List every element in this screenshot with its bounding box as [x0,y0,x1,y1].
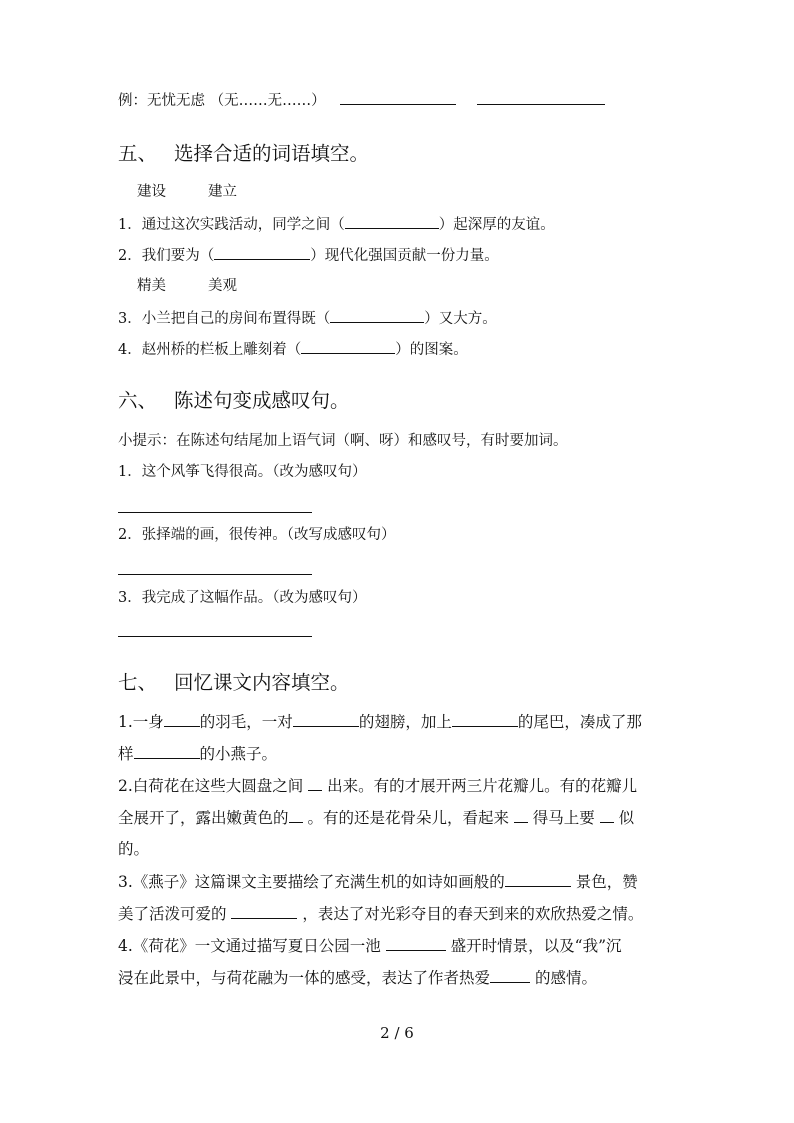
page-number: 2 / 6 [380,1024,414,1042]
question-text: 的感情。 [530,969,597,987]
answer-blank[interactable] [340,89,456,105]
question-text: 4．赵州桥的栏板上雕刻着（ [118,342,302,358]
fill-question-3 [118,871,638,892]
fill-question-2 [118,807,634,828]
question-item: 3．我完成了这幅作品。（改为感叹句） [118,590,367,606]
question-text: ）起深厚的友谊。 [438,217,555,233]
question-item [118,338,468,360]
hint-text: 小提示：在陈述句结尾加上语气词（啊、呀）和感叹号，有时要加词。 [118,433,568,449]
answer-blank[interactable] [505,871,571,887]
question-text: 似 [613,809,635,827]
answer-blank[interactable] [452,711,518,727]
question-text: 美了活泼可爱的 [118,905,232,923]
answer-blank[interactable] [477,89,605,105]
answer-blank[interactable] [134,743,200,759]
question-text: 得马上要 [527,809,600,827]
question-item [118,244,499,266]
question-text: 的小燕子。 [199,745,278,763]
answer-blank[interactable] [490,967,530,983]
section-title: 选择合适的词语填空。 [174,142,370,165]
section-number: 五、 [118,142,158,165]
answer-blank[interactable] [293,711,359,727]
question-text: 全展开了，露出嫩黄色的 [118,809,289,827]
question-text: ，表达了对光彩夺目的春天到来的欢欣热爱之情。 [297,905,644,923]
question-text: 4.《荷花》一文通过描写夏日公园一池 [118,937,386,955]
example-line [118,89,605,111]
question-text: 1．通过这次实践活动，同学之间（ [118,217,345,233]
fill-question-1 [118,743,277,764]
answer-blank[interactable] [289,807,303,823]
section-five-heading [118,141,369,167]
section-title: 回忆课文内容填空。 [174,671,350,694]
answer-blank[interactable] [345,213,439,229]
section-number: 六、 [118,389,158,412]
answer-blank[interactable] [231,903,297,919]
answer-blank[interactable] [600,807,614,823]
section-number: 七、 [118,671,158,694]
fill-question-3 [118,903,643,924]
answer-line[interactable] [118,512,312,513]
question-item: 1．这个风筝飞得很高。（改为感叹句） [118,464,367,480]
question-text: 浸在此景中，与荷花融为一体的感受，表达了作者热爱 [118,969,491,987]
question-text: 。有的还是花骨朵儿，看起来 [302,809,514,827]
question-text: ）的图案。 [395,342,468,358]
fill-question-4 [118,967,597,988]
question-text: 盛开时情景，以及“我”沉 [445,937,622,955]
answer-blank[interactable] [514,807,528,823]
question-item [118,213,555,235]
word-option: 建设 [137,184,166,200]
answer-blank[interactable] [330,307,424,323]
question-text: 的尾巴，凑成了那 [517,713,642,731]
question-text: 景色，赞 [570,873,638,891]
question-item [118,307,497,329]
word-option: 精美 [137,278,166,294]
question-text: 的。 [118,840,150,858]
answer-blank[interactable] [301,338,395,354]
word-option: 美观 [208,278,237,294]
word-option: 建立 [208,184,237,200]
answer-blank[interactable] [386,935,446,951]
section-seven-heading [118,670,350,696]
answer-line[interactable] [118,636,312,637]
question-text: 2．我们要为（ [118,248,215,264]
section-title: 陈述句变成感叹句。 [174,389,350,412]
question-text: 样 [118,745,134,763]
question-text: ）又大方。 [424,311,497,327]
question-text: 的羽毛，一对 [199,713,293,731]
answer-blank[interactable] [308,775,322,791]
answer-blank[interactable] [164,711,200,727]
question-text: 2.白荷花在这些大圆盘之间 [118,777,309,795]
answer-line[interactable] [118,574,312,575]
question-text: 的翅膀，加上 [358,713,452,731]
section-six-heading [118,388,350,414]
question-text: 出来。有的才展开两三片花瓣儿。有的花瓣儿 [322,777,638,795]
fill-question-2 [118,775,637,796]
example-text: 例：无忧无虑 （无……无……） [118,93,326,109]
question-item: 2．张择端的画，很传神。（改写成感叹句） [118,527,396,543]
fill-question-4 [118,935,622,956]
question-text: 3．小兰把自己的房间布置得既（ [118,311,331,327]
question-text: 3.《燕子》这篇课文主要描绘了充满生机的如诗如画般的 [118,873,505,891]
question-text: ）现代化强国贡献一份力量。 [310,248,499,264]
answer-blank[interactable] [214,244,310,260]
fill-question-2 [118,839,149,859]
question-text: 1.一身 [118,713,164,731]
fill-question-1 [118,711,642,732]
